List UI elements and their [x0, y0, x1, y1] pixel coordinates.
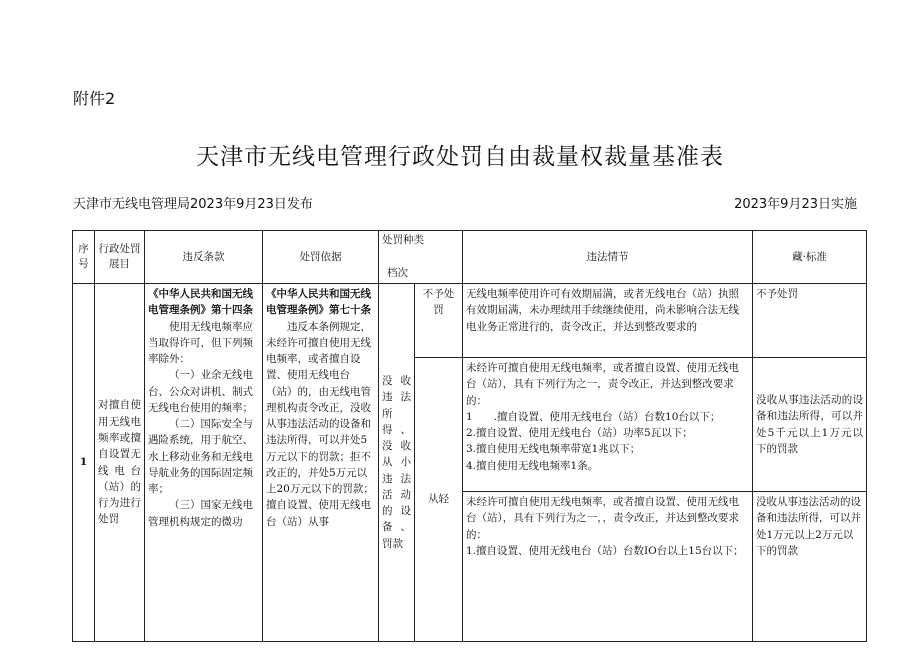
penalty-standard-table — [72, 230, 867, 642]
issuer-line: 天津市无线电管理局2023年9月23日发布 — [73, 197, 313, 212]
basis-law: 《中华人民共和国无线电管理条例》第七十条 — [266, 288, 371, 317]
standard-light-1: 没收从事违法活动的设备和违法所得，可以并处5千元以上1万元以下的罚款 — [753, 358, 867, 492]
circumstance-item: 4.擅自使用无线电频率1条。 — [466, 459, 599, 472]
clause-line: 使用无线电频率应当取得许可，但下列频率除外： — [148, 320, 253, 366]
clause-line: （一）业余无线电台、公众对讲机、制式无线电台使用的频率； — [148, 369, 253, 414]
circumstance-item: 3.擅自使用无线电频率带宽1兆以下； — [466, 443, 641, 456]
circumstance-item: 1 .擅自设置、使用无线电台（站）台数10台以下； — [466, 410, 721, 423]
clause-law: 《中华人民共和国无线电管理条例》第十四条 — [148, 288, 253, 317]
basis-text: 违反本条例规定，未经许可擅自使用无线电频率，或者擅自设置、使用无线电台（站）的，由无线电管理机构责令改正，没收从事违法活动的设备和违法所得，可以并处5万元以下的罚款；拒不改正的，并处5万元以上20万元以下的罚款；擅自设置、使用无线电台（站）从事 — [266, 320, 374, 528]
header-item: 行政处罚展目 — [95, 231, 145, 284]
row-item: 对擅自使用无线电频率或擅自设置无线电台（站）的行为进行处罚 — [95, 284, 145, 642]
standard-none: 不予处罚 — [753, 284, 867, 358]
table-header-row — [73, 231, 867, 284]
row-seq: 1 — [73, 284, 95, 642]
circumstance-intro: 未经许可擅自使用无线电频率，或者擅自设置、使用无线电台（站），具有下列行为之一，责令改正，并达到整改要求的： — [466, 362, 739, 407]
row-clause — [145, 284, 263, 642]
effective-date: 2023年9月23日实施 — [734, 197, 857, 212]
clause-line: （三）国家无线电管理机构规定的微功 — [148, 499, 253, 528]
header-seq: 序号 — [73, 231, 95, 284]
circumstance-item: 2.擅自设置、使用无线电台（站）功率5瓦以下； — [466, 427, 693, 440]
header-circumstance: 违法情节 — [463, 231, 753, 284]
circumstance-none: 无线电频率使用许可有效期届满，或者无线电台（站）执照有效期届满，未办理续用手续继续使用，尚未影响合法无线电业务正常进行的，责令改正，并达到整改要求的 — [463, 284, 753, 358]
row-basis — [263, 284, 379, 642]
level-light: 从轻 — [415, 358, 463, 642]
header-level: 档次 — [387, 267, 408, 280]
header-type-level — [379, 231, 463, 284]
circumstance-intro: 未经许可擅自使用无线电频率，或者擅自设置、使用无线电台（站），具有下列行为之一，，责令改正，并达到整改要求的： — [466, 496, 739, 541]
document-title: 天津市无线电管理行政处罚自由裁量权裁量基准表 — [196, 144, 724, 170]
level-none: 不予处罚 — [415, 284, 463, 358]
circumstance-light-1 — [463, 358, 753, 492]
header-type: 处罚种类 — [382, 234, 424, 246]
header-standard: 藏·标准 — [753, 231, 867, 284]
table-row — [73, 284, 867, 358]
header-basis: 处罚依据 — [263, 231, 379, 284]
circumstance-light-2 — [463, 492, 753, 642]
circumstance-item: 1.擅自设置、使用无线电台（站）台数IO台以上15台以下； — [466, 544, 744, 557]
header-clause: 违反条款 — [145, 231, 263, 284]
clause-line: （二）国际安全与遇险系统，用于航空、水上移动业务和无线电导航业务的国际固定频率； — [148, 418, 253, 496]
attachment-label: 附件2 — [73, 89, 116, 108]
row-type: 没收违法所得、没收从小违法活动的设备、罚款 — [379, 284, 415, 642]
standard-light-2: 没收从事违法活动的设备和违法所得，可以并处1万元以上2万元以下的罚款 — [753, 492, 867, 642]
